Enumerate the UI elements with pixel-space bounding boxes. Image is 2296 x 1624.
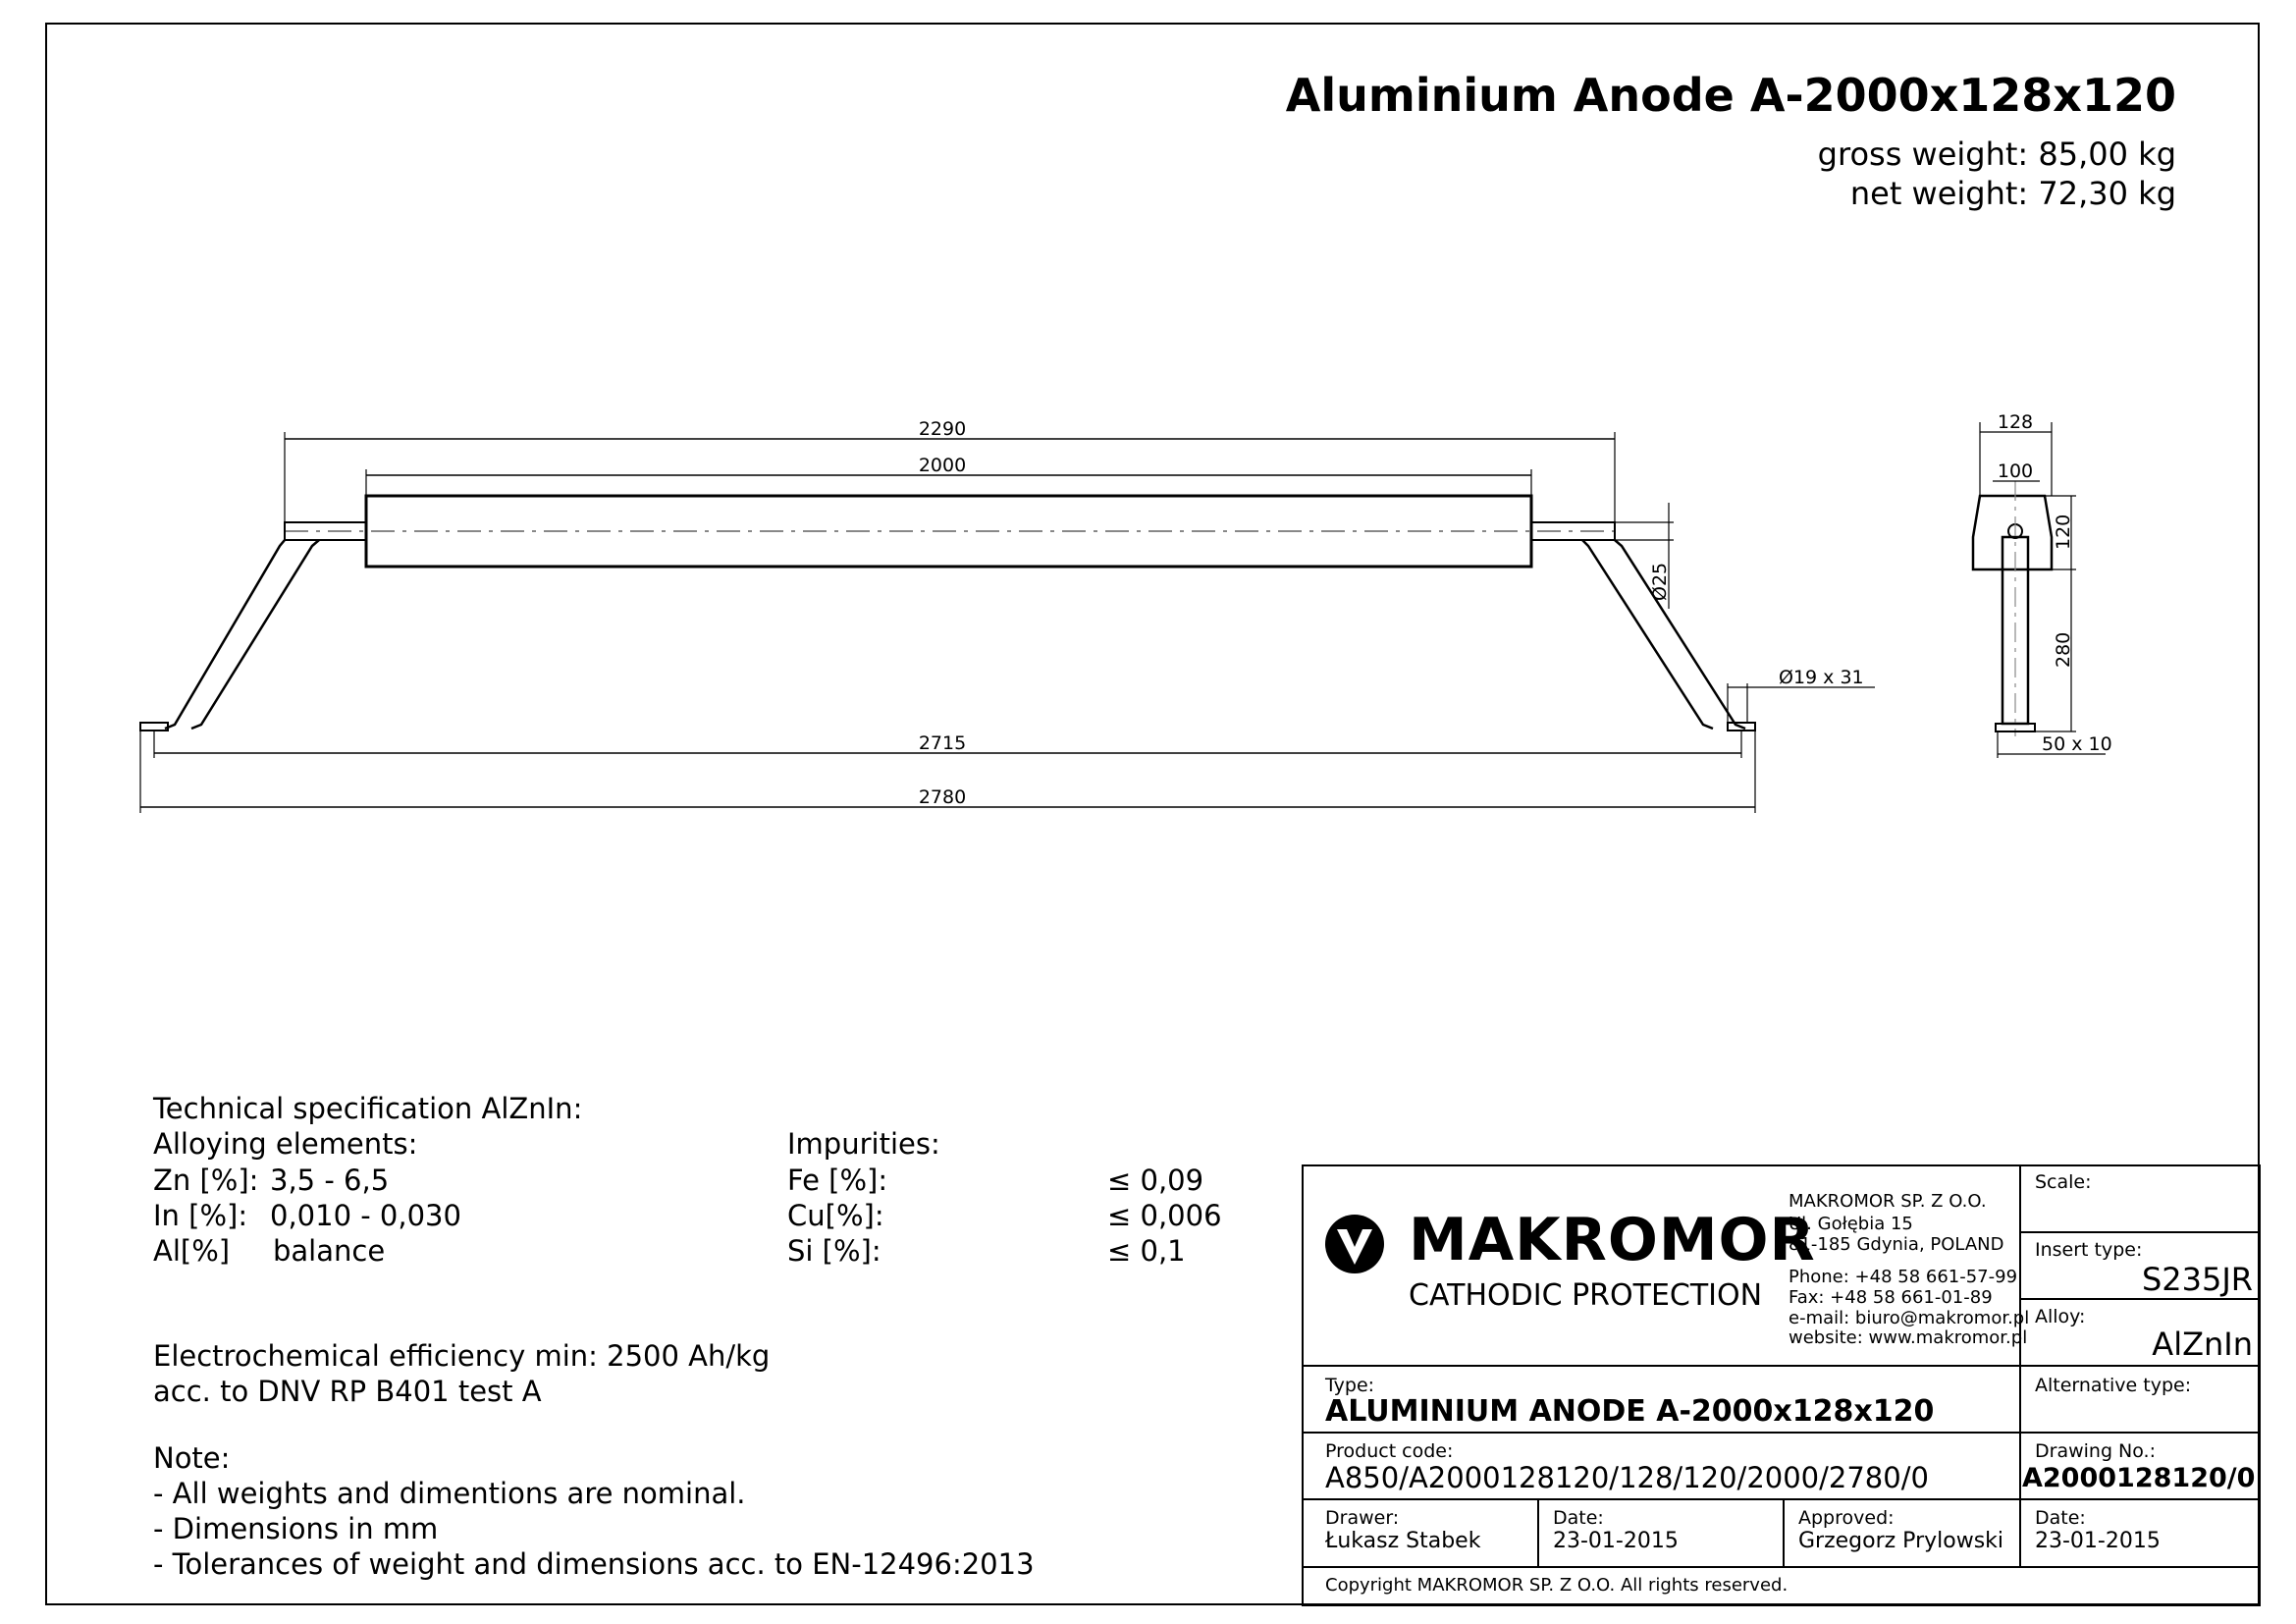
alloy-zn-value: 3,5 - 6,5: [270, 1164, 390, 1197]
efficiency-line-2: acc. to DNV RP B401 test A: [153, 1375, 542, 1408]
dim-128: 128: [1997, 411, 2034, 433]
dim-2000: 2000: [918, 455, 967, 476]
date-2-label: Date:: [2035, 1507, 2086, 1529]
scale-label: Scale:: [2035, 1171, 2092, 1193]
alloy-al-name: Al[%]: [153, 1234, 231, 1268]
address-2: 81-185 Gdynia, POLAND: [1789, 1234, 2004, 1255]
drawing-no-value: A2000128120/0: [2022, 1463, 2256, 1493]
phone: Phone: +48 58 661-57-99: [1789, 1267, 2018, 1287]
copyright: Copyright MAKROMOR SP. Z O.O. All rights reserved.: [1325, 1575, 1789, 1596]
fax: Fax: +48 58 661-01-89: [1789, 1287, 1993, 1308]
insert-type-label: Insert type:: [2035, 1239, 2143, 1261]
impurity-si-name: Si [%]:: [787, 1234, 881, 1268]
dim-25: Ø25: [1649, 562, 1671, 601]
approved-label: Approved:: [1798, 1507, 1895, 1529]
date-1-label: Date:: [1553, 1507, 1604, 1529]
efficiency-line-1: Electrochemical efficiency min: 2500 Ah/kg: [153, 1339, 771, 1373]
website: website: www.makromor.pl: [1789, 1327, 2028, 1348]
date-1-value: 23-01-2015: [1553, 1529, 1679, 1553]
product-code-label: Product code:: [1325, 1440, 1454, 1462]
drawer-value: Łukasz Stabek: [1325, 1529, 1481, 1553]
dim-2780: 2780: [918, 786, 967, 808]
spec-heading: Technical specification AlZnIn:: [153, 1092, 583, 1125]
alternative-type-label: Alternative type:: [2035, 1375, 2192, 1396]
note-heading: Note:: [153, 1441, 231, 1475]
alloying-heading: Alloying elements:: [153, 1127, 418, 1161]
net-weight: net weight: 72,30 kg: [1849, 175, 2176, 212]
logo-sub: CATHODIC PROTECTION: [1409, 1278, 1763, 1313]
dim-2290: 2290: [918, 418, 967, 440]
type-label: Type:: [1325, 1375, 1375, 1396]
logo-name: MAKROMOR: [1409, 1206, 1816, 1274]
alloy-in-value: 0,010 - 0,030: [270, 1199, 461, 1232]
product-code-value: A850/A2000128120/128/120/2000/2780/0: [1325, 1461, 1929, 1494]
leg-left: [165, 540, 285, 729]
alloy-label: Alloy:: [2035, 1306, 2086, 1327]
leg-right-inner: [1615, 540, 1745, 729]
email: e-mail: biuro@makromor.pl: [1789, 1308, 2030, 1328]
impurity-cu-value: ≤ 0,006: [1107, 1199, 1222, 1232]
drawing-title: Aluminium Anode A-2000x128x120: [1285, 69, 2176, 122]
impurity-fe-value: ≤ 0,09: [1107, 1164, 1204, 1197]
dim-19x31: Ø19 x 31: [1779, 667, 1864, 688]
alloy-al-value: balance: [273, 1234, 386, 1268]
leg-left-inner: [191, 540, 319, 729]
note-1: - All weights and dimentions are nominal.: [153, 1477, 746, 1510]
type-value: ALUMINIUM ANODE A-2000x128x120: [1325, 1394, 1935, 1429]
dim-2715: 2715: [918, 732, 967, 754]
foot-left: [140, 723, 168, 731]
alloy-in-name: In [%]:: [153, 1199, 248, 1232]
dim-280: 280: [2053, 631, 2074, 668]
drawer-label: Drawer:: [1325, 1507, 1400, 1529]
date-2-value: 23-01-2015: [2035, 1529, 2161, 1553]
insert-type-value: S235JR: [2141, 1261, 2253, 1298]
address-1: Ul. Gołębia 15: [1789, 1214, 1913, 1234]
approved-value: Grzegorz Prylowski: [1798, 1529, 2004, 1553]
gross-weight: gross weight: 85,00 kg: [1817, 135, 2176, 173]
impurities-heading: Impurities:: [787, 1127, 940, 1161]
impurity-fe-name: Fe [%]:: [787, 1164, 888, 1197]
leg-right: [1582, 540, 1713, 729]
impurity-cu-name: Cu[%]:: [787, 1199, 884, 1232]
makromor-logo-icon: [1325, 1215, 1384, 1273]
impurity-si-value: ≤ 0,1: [1107, 1234, 1186, 1268]
company-name: MAKROMOR SP. Z O.O.: [1789, 1191, 1987, 1212]
dim-50x10: 50 x 10: [2042, 733, 2112, 755]
note-3: - Tolerances of weight and dimensions acc. to EN-12496:2013: [153, 1547, 1035, 1581]
dim-100: 100: [1997, 460, 2034, 482]
alloy-zn-name: Zn [%]:: [153, 1164, 259, 1197]
alloy-value: AlZnIn: [2152, 1326, 2253, 1363]
drawing-no-label: Drawing No.:: [2035, 1440, 2156, 1462]
dim-120: 120: [2053, 514, 2074, 550]
note-2: - Dimensions in mm: [153, 1512, 439, 1545]
side-view-head: [1973, 496, 2052, 569]
